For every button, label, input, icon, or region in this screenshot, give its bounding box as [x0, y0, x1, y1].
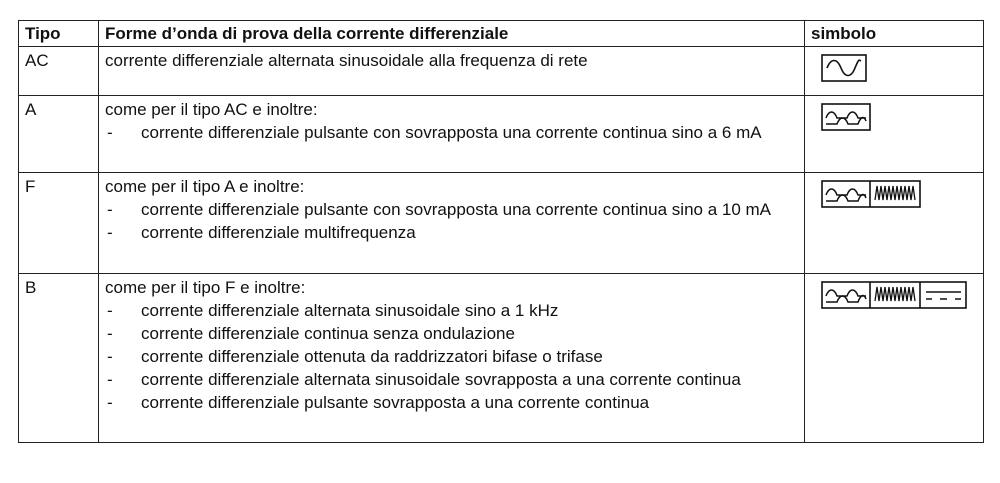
description-intro: come per il tipo AC e inoltre: — [105, 100, 318, 119]
table-row-f — [19, 173, 984, 274]
list-item: - corrente differenziale multifrequenza — [105, 221, 798, 244]
description-intro: come per il tipo F e inoltre: — [105, 278, 306, 297]
direct-current-icon — [926, 292, 961, 299]
description-cell — [99, 173, 805, 274]
multifrequency-icon — [875, 186, 915, 200]
list-item: - corrente differenziale pulsante con sovrapposta una corrente continua sino a 10 mA — [105, 198, 798, 221]
pulsating-multifrequency-symbol — [821, 180, 921, 208]
table-row-a — [19, 96, 984, 173]
list-item: - corrente differenziale alternata sinusoidale sovrapposta a una corrente continua — [105, 368, 798, 391]
list-item: - corrente differenziale pulsante sovrapposta a una corrente continua — [105, 391, 798, 414]
symbol-group — [821, 103, 871, 131]
list-item: - corrente differenziale continua senza ondulazione — [105, 322, 798, 345]
symbol-cell — [805, 274, 984, 443]
description-list — [105, 121, 798, 144]
header-simbolo: simbolo — [805, 21, 984, 47]
table-row-ac — [19, 47, 984, 96]
header-tipo: Tipo — [19, 21, 99, 47]
symbol-cell — [805, 173, 984, 274]
symbol-group — [821, 281, 967, 309]
description-cell — [99, 274, 805, 443]
symbol-cell — [805, 96, 984, 173]
rcd-types-table — [18, 20, 984, 443]
description-intro: corrente differenziale alternata sinusoidale alla frequenza di rete — [105, 51, 588, 70]
symbol-group — [821, 180, 921, 208]
list-item: - corrente differenziale pulsante con sovrapposta una corrente continua sino a 6 mA — [105, 121, 798, 144]
symbol-cell — [805, 47, 984, 96]
description-intro: come per il tipo A e inoltre: — [105, 177, 305, 196]
list-item: - corrente differenziale ottenuta da raddrizzatori bifase o trifase — [105, 345, 798, 368]
pulsating-wave-icon — [826, 290, 866, 302]
pulsating-wave-icon — [826, 189, 866, 201]
pulsating-multifrequency-dc-symbol — [821, 281, 967, 309]
table-row-b — [19, 274, 984, 443]
description-cell — [99, 47, 805, 96]
tipo-cell: A — [19, 96, 99, 173]
pulsating-wave-icon — [821, 103, 871, 131]
tipo-cell: B — [19, 274, 99, 443]
symbol-group — [821, 54, 867, 82]
description-list — [105, 299, 798, 414]
multifrequency-icon — [875, 287, 915, 301]
tipo-cell: F — [19, 173, 99, 274]
rcd-types-table-container — [18, 20, 984, 443]
list-item: - corrente differenziale alternata sinusoidale sino a 1 kHz — [105, 299, 798, 322]
sine-wave-icon — [821, 54, 867, 82]
tipo-cell: AC — [19, 47, 99, 96]
description-cell — [99, 96, 805, 173]
header-forme: Forme d’onda di prova della corrente differenziale — [99, 21, 805, 47]
header-row — [19, 21, 984, 47]
description-list — [105, 198, 798, 244]
